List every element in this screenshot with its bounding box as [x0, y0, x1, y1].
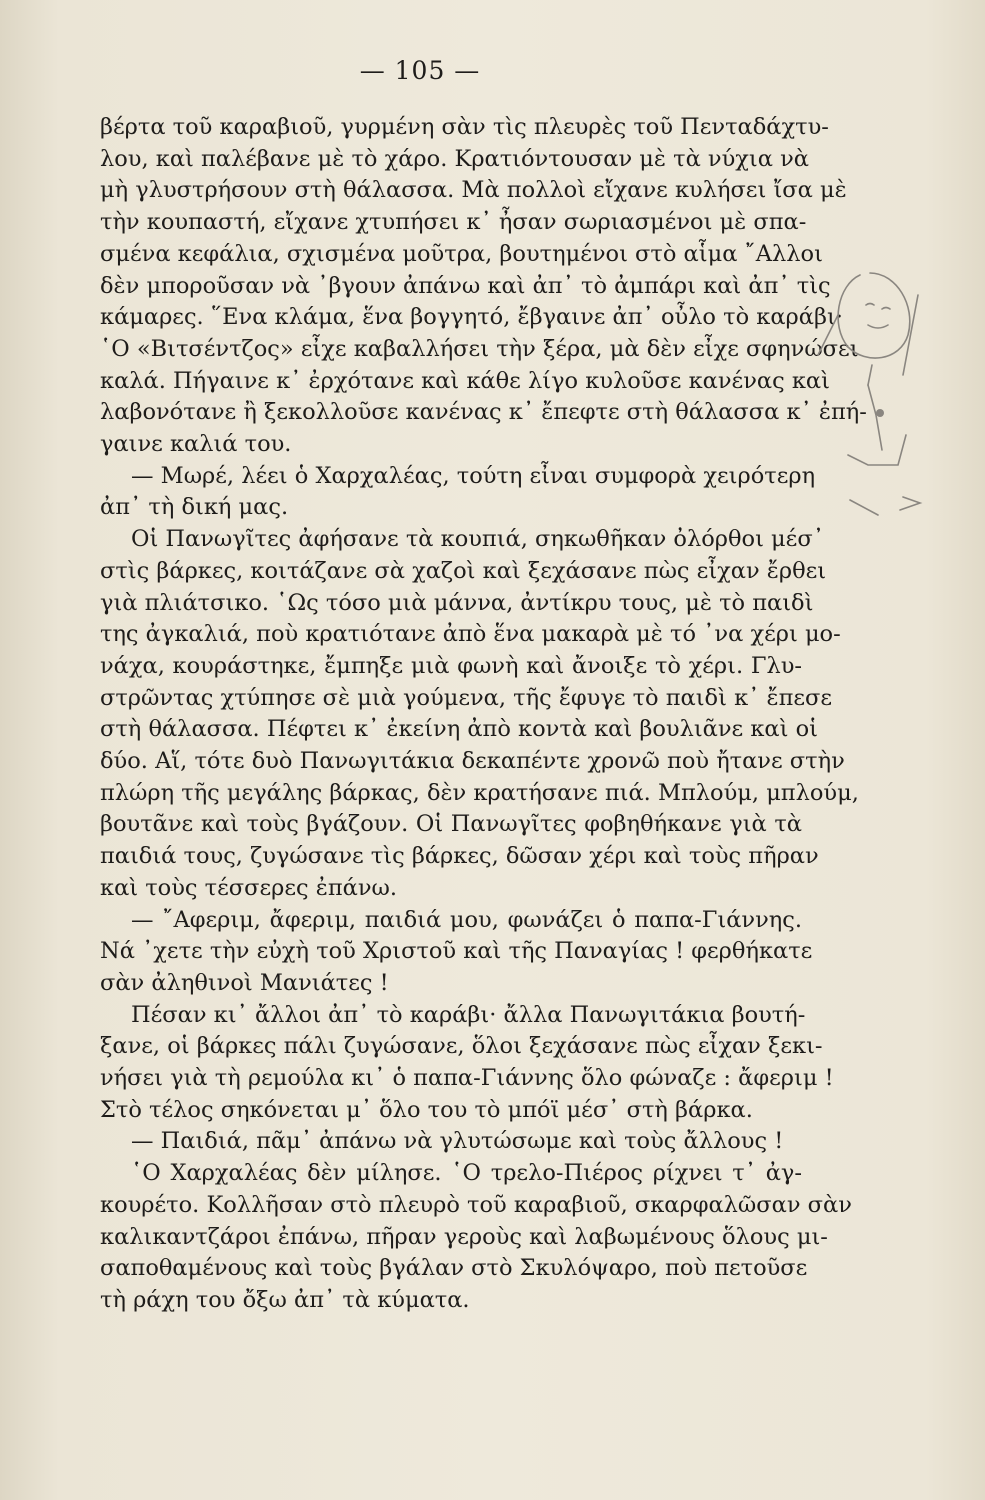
text-line: πλώρη τῆς μεγάλης βάρκας, δὲν κρατήσανε πιά. Μπλούμ, μπλούμ,	[100, 779, 859, 806]
text-line: παιδιά τους, ζυγώσανε τὶς βάρκες, δῶσαν χέρι καὶ τοὺς πῆραν	[100, 843, 819, 870]
text-line: — Παιδιά, πᾶμ᾽ ἀπάνω νὰ γλυτώσωμε καὶ τοὺς ἄλλους !	[131, 1128, 784, 1155]
text-line: Νά ᾽χετε τὴν εὐχὴ τοῦ Χριστοῦ καὶ τῆς Παναγίας ! φερθήκατε	[100, 938, 813, 965]
text-line: λαβονότανε ἢ ξεκολλοῦσε κανένας κ᾽ ἔπεφτε στὴ θάλασσα κ᾽ ἐπή-	[100, 399, 867, 426]
text-line: Πέσαν κι᾽ ἄλλοι ἀπ᾽ τὸ καράβι· ἄλλα Πανωγιτάκια βουτή-	[131, 1001, 806, 1028]
text-line: — Μωρέ, λέει ὁ Χαρχαλέας, τούτη εἶναι συμφορὰ χειρότερη	[131, 462, 816, 489]
text-line: ξανε, οἱ βάρκες πάλι ζυγώσανε, ὅλοι ξεχάσανε πὼς εἶχαν ξεκι-	[100, 1033, 823, 1060]
text-line: της ἀγκαλιά, ποὺ κρατιότανε ἀπὸ ἕνα μακαρὰ μὲ τό ᾽να χέρι μο-	[100, 621, 841, 648]
text-line: καλικαντζάροι ἐπάνω, πῆραν γεροὺς καὶ λαβωμένους ὅλους μι-	[100, 1223, 828, 1250]
text-line: στρῶντας χτύπησε σὲ μιὰ γούμενα, τῆς ἔφυγε τὸ παιδὶ κ᾽ ἔπεσε	[100, 684, 833, 711]
text-line: σαποθαμένους καὶ τοὺς βγάλαν στὸ Σκυλόψαρο, ποὺ πετοῦσε	[100, 1255, 808, 1282]
text-line: στὶς βάρκες, κοιτάζανε σὰ χαζοὶ καὶ ξεχάσανε πὼς εἶχαν ἔρθει	[100, 557, 827, 584]
page-number: — 105 —	[359, 56, 481, 85]
text-line: ῾Ο Χαρχαλέας δὲν μίλησε. ῾Ο τρελο-Πιέρος ρίχνει τ᾽ ἀγ-	[131, 1160, 802, 1187]
text-line: τὴ ράχη του ὄξω ἀπ᾽ τὰ κύματα.	[100, 1286, 470, 1313]
text-line: Στὸ τέλος σηκόνεται μ᾽ ὅλο του τὸ μπόϊ μέσ᾽ στὴ βάρκα.	[100, 1096, 753, 1123]
text-line: σὰν ἀληθινοὶ Μανιάτες !	[100, 969, 389, 996]
text-line: γιὰ πλιάτσικο. ῾Ως τόσο μιὰ μάννα, ἀντίκρυ τους, μὲ τὸ παιδὶ	[100, 589, 814, 616]
text-line: γαινε καλιά του.	[100, 431, 292, 457]
text-line: τὴν κουπαστή, εἴχανε χτυπήσει κ᾽ ἦσαν σωριασμένοι μὲ σπα-	[100, 209, 807, 236]
text-line: ῾Ο «Βιτσέντζος» εἶχε καβαλλήσει τὴν ξέρα, μὰ δὲν εἶχε σφηνώσει	[100, 335, 859, 362]
text-line: νήσει γιὰ τὴ ρεμούλα κι᾽ ὁ παπα-Γιάννης ὅλο φώναζε : ἄφεριμ !	[100, 1065, 834, 1091]
text-line: στὴ θάλασσα. Πέφτει κ᾽ ἐκείνη ἀπὸ κοντὰ καὶ βουλιᾶνε καὶ οἱ	[100, 716, 818, 743]
text-line: Οἱ Πανωγῖτες ἀφήσανε τὰ κουπιά, σηκωθῆκαν ὀλόρθοι μέσ᾽	[131, 526, 824, 553]
text-line: καὶ τοὺς τέσσερες ἐπάνω.	[100, 874, 398, 901]
text-line: δύο. Αἵ, τότε δυὸ Πανωγιτάκια δεκαπέντε χρονῶ ποὺ ἤτανε στὴν	[100, 748, 845, 774]
text-line: — ῎Αφεριμ, ἄφεριμ, παιδιά μου, φωνάζει ὁ παπα-Γιάννης.	[131, 906, 802, 933]
text-line: κουρέτο. Κολλῆσαν στὸ πλευρὸ τοῦ καραβιοῦ, σκαρφαλῶσαν σὰν	[100, 1191, 852, 1218]
text-line: νάχα, κουράστηκε, ἔμπηξε μιὰ φωνὴ καὶ ἄνοιξε τὸ χέρι. Γλυ-	[100, 652, 802, 679]
text-line: βέρτα τοῦ καραβιοῦ, γυρμένη σὰν τὶς πλευρὲς τοῦ Πενταδάχτυ-	[100, 114, 829, 140]
text-line: κάμαρες. ῞Ενα κλάμα, ἕνα βογγητό, ἔβγαινε ἀπ᾽ οὖλο τὸ καράβι·	[100, 304, 843, 331]
text-line: βουτᾶνε καὶ τοὺς βγάζουν. Οἱ Πανωγῖτες φοβηθήκανε γιὰ τὰ	[100, 811, 802, 838]
text-line: σμένα κεφάλια, σχισμένα μοῦτρα, βουτημένοι στὸ αἷμα ῎Αλλοι	[100, 240, 823, 267]
text-line: λου, καὶ παλέβανε μὲ τὸ χάρο. Κρατιόντουσαν μὲ τὰ νύχια νὰ	[100, 145, 809, 172]
text-line: καλά. Πήγαινε κ᾽ ἐρχότανε καὶ κάθε λίγο κυλοῦσε κανένας καὶ	[100, 367, 830, 394]
text-line: μὴ γλυστρήσουν στὴ θάλασσα. Μὰ πολλοὶ εἴχανε κυλήσει ἴσα μὲ	[100, 177, 847, 204]
text-line: δὲν μποροῦσαν νὰ ᾽βγουν ἀπάνω καὶ ἀπ᾽ τὸ ἀμπάρι καὶ ἀπ᾽ τὶς	[100, 272, 831, 299]
hand-drawn-figure-icon	[808, 265, 978, 545]
text-line: ἀπ᾽ τὴ δική μας.	[100, 494, 289, 521]
